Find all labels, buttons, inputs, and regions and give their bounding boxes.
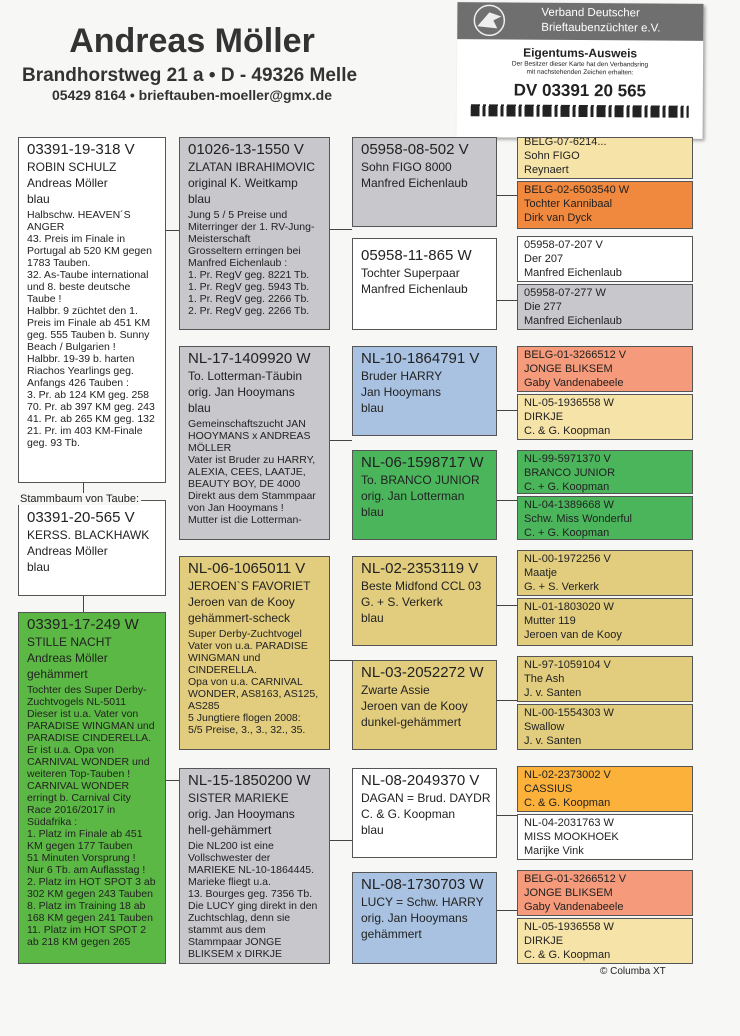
feather-color: blau bbox=[361, 611, 384, 625]
feather-color: blau bbox=[27, 560, 50, 574]
breeder: Jeroen van de Kooy bbox=[188, 595, 295, 609]
ring-number: 03391-20-565 V bbox=[27, 509, 135, 526]
ring-number: NL-03-2052272 W bbox=[361, 664, 484, 681]
ring-number: 01026-13-1550 V bbox=[188, 141, 304, 158]
notes: Gemeinschaftszucht JAN HOOYMANS x ANDREAS MÖLLER Vater ist Bruder zu HARRY, ALEXIA, CEES, LAATJE, BEAUTY BOY, DE 4000 Direkt aus dem Stammpaar von Jan Hooymans ! Mutter ist die Lotterman- bbox=[188, 418, 316, 526]
ring-number: NL-04-2031763 W bbox=[524, 817, 614, 829]
ring-number: 05958-07-277 W bbox=[524, 287, 606, 299]
great-grandparent-box bbox=[352, 556, 497, 646]
ring-number: 05958-07-207 V bbox=[524, 239, 603, 251]
breeder: G. + S. Verkerk bbox=[361, 595, 443, 609]
pigeon-name: JONGE BLIKSEM bbox=[524, 363, 613, 375]
breeder: C. & G. Koopman bbox=[524, 425, 611, 437]
gen4-box bbox=[517, 918, 693, 964]
notes: Jung 5 / 5 Preise und Miterringer der 1. RV-Jung- Meisterschaft Grosseltern erringen bei Manfred Eichenlaub : 1. Pr. RegV geg. 8221 Tb. 1. Pr. RegV geg. 5943 Tb. 1. Pr. RegV geg. 2266 Tb. 2. Pr. RegV geg. 2266 Tb. bbox=[188, 209, 315, 317]
feather-color: blau bbox=[361, 505, 384, 519]
pigeon-name: Zwarte Assie bbox=[361, 683, 430, 697]
pigeon-name: Mutter 119 bbox=[524, 615, 576, 627]
breeder: C. + G. Koopman bbox=[524, 527, 610, 539]
pigeon-name: Bruder HARRY bbox=[361, 369, 443, 383]
breeder: C. & G. Koopman bbox=[524, 797, 611, 809]
pigeon-name: Sohn FIGO bbox=[524, 150, 580, 162]
ring-number: NL-00-1554303 W bbox=[524, 707, 614, 719]
gen4-box bbox=[517, 550, 693, 596]
great-grandparent-box bbox=[352, 238, 497, 330]
breeder: Manfred Eichenlaub bbox=[524, 315, 622, 327]
breeder: Jan Hooymans bbox=[361, 385, 442, 399]
gen4-box bbox=[517, 236, 693, 282]
gen4-box bbox=[517, 346, 693, 392]
breeder: Gaby Vandenabeele bbox=[524, 377, 624, 389]
pigeon-name: JONGE BLIKSEM bbox=[524, 887, 613, 899]
gen4-box bbox=[517, 870, 693, 916]
father-box bbox=[18, 137, 166, 483]
gen4-box bbox=[517, 450, 693, 494]
breeder: orig. Jan Hooymans bbox=[188, 385, 295, 399]
pigeon-name: JEROEN`S FAVORIET bbox=[188, 579, 311, 593]
ring-number: BELG-01-3266512 V bbox=[524, 873, 627, 885]
great-grandparent-box bbox=[352, 768, 497, 858]
ring-number: NL-06-1598717 W bbox=[361, 454, 484, 471]
great-grandparent-box bbox=[352, 872, 497, 964]
breeder: J. v. Santen bbox=[524, 735, 582, 747]
copyright-footer: © Columba XT bbox=[600, 966, 666, 977]
pigeon-name: Tochter Superpaar bbox=[361, 266, 460, 280]
pedigree-label: Stammbaum von Taube: bbox=[20, 493, 140, 505]
breeder: orig. Jan Hooymans bbox=[188, 807, 295, 821]
breeder: orig. Jan Hooymans bbox=[361, 911, 468, 925]
ring-number: 03391-17-249 W bbox=[27, 616, 139, 633]
pigeon-name: CASSIUS bbox=[524, 783, 573, 795]
ring-number: NL-01-1803020 W bbox=[524, 601, 614, 613]
card-title: Eigentums-Ausweis bbox=[523, 45, 638, 61]
pigeon-name: LUCY = Schw. HARRY bbox=[361, 895, 484, 909]
breeder: Jeroen van de Kooy bbox=[361, 699, 468, 713]
ring-number: NL-17-1409920 W bbox=[188, 350, 311, 367]
feather-color: blau bbox=[188, 192, 211, 206]
breeder-contact: 05429 8164 • brieftauben-moeller@gmx.de bbox=[52, 87, 332, 103]
breeder: Andreas Möller bbox=[27, 176, 108, 190]
great-grandparent-box bbox=[352, 346, 497, 436]
ring-number: NL-04-1389668 W bbox=[524, 499, 614, 511]
card-subtitle: Der Besitzer dieser Karte hat den Verbandsring mit nachstehenden Zeichen erhalten: bbox=[511, 60, 649, 77]
feather-color: blau bbox=[27, 192, 50, 206]
gen4-box bbox=[517, 704, 693, 750]
gen4-box bbox=[517, 656, 693, 702]
breeder: Manfred Eichenlaub bbox=[361, 282, 468, 296]
gen4-box bbox=[517, 598, 693, 646]
pigeon-name: BRANCO JUNIOR bbox=[524, 467, 616, 479]
gen4-box bbox=[517, 496, 693, 540]
feather-color: gehämmert-scheck bbox=[188, 611, 291, 625]
breeder: J. v. Santen bbox=[524, 687, 582, 699]
great-grandparent-box bbox=[352, 137, 497, 227]
feather-color: gehämmert bbox=[27, 667, 88, 681]
grandparent-box bbox=[179, 768, 330, 964]
great-grandparent-box bbox=[352, 450, 497, 540]
notes: Halbschw. HEAVEN´S ANGER 43. Preis im Finale in Portugal ab 520 KM gegen 1783 Tauben. 32. As-Taube international und 8. beste deutsche Taube ! Halbbr. 9 züchtet den 1. Preis im Finale ab 451 KM geg. 555 Tauben b. Sunny Beach / Bulgarien ! Halbbr. 19-39 b. harten Riachos Yearlings geg. Anfangs 426 Tauben : 3. Pr. ab 124 KM geg. 258 70. Pr. ab 397 KM geg. 243 41. Pr. ab 265 KM geg. 132 21. Pr. im 403 KM-Finale geg. 93 Tb. bbox=[27, 209, 155, 449]
pigeon-name: SISTER MARIEKE bbox=[188, 791, 289, 805]
pigeon-name: To. BRANCO JUNIOR bbox=[361, 473, 480, 487]
pigeon-name: Die 277 bbox=[524, 301, 562, 313]
pigeon-name: Schw. Miss Wonderful bbox=[524, 513, 633, 525]
pigeon-name: STILLE NACHT bbox=[27, 635, 112, 649]
breeder: Reynaert bbox=[524, 164, 569, 176]
notes: Tochter des Super Derby- Zuchtvogels NL-5011 Dieser ist u.a. Vater von PARADISE WINGMAN und PARADISE CINDERELLA. Er ist u.a. Opa von CARNIVAL WONDER und weiteren Top-Tauben ! CARNIVAL WONDER erringt b. Carnival City Race 2016/2017 in Südafrika : 1. Platz im Finale ab 451 KM gegen 177 Tauben 51 Minuten Vorsprung ! Nur 6 Tb. am Auflasstag ! 2. Platz im HOT SPOT 3 ab 302 KM gegen 243 Tauben 8. Platz im Training 18 ab 168 KM gegen 241 Tauben 11. Platz im HOT SPOT 2 ab 218 KM gegen 265 bbox=[27, 684, 156, 948]
ring-number: BELG-01-3266512 V bbox=[524, 349, 627, 361]
ring-number: NL-06-1065011 V bbox=[188, 560, 306, 577]
great-grandparent-box bbox=[352, 660, 497, 750]
grandparent-box bbox=[179, 137, 330, 330]
feather-color: blau bbox=[188, 401, 211, 415]
ring-number: NL-99-5971370 V bbox=[524, 453, 611, 465]
card-ring-number: DV 03391 20 565 bbox=[513, 80, 647, 101]
feather-color: hell-gehämmert bbox=[188, 823, 272, 837]
breeder: Manfred Eichenlaub bbox=[524, 267, 622, 279]
pigeon-name: Sohn FIGO 8000 bbox=[361, 160, 452, 174]
pigeon-name: ROBIN SCHULZ bbox=[27, 160, 117, 174]
card-header bbox=[457, 2, 703, 41]
breeder: Dirk van Dyck bbox=[524, 212, 592, 224]
ownership-card bbox=[457, 2, 704, 139]
gen4-box bbox=[517, 394, 693, 440]
breeder: C. & G. Koopman bbox=[524, 949, 611, 961]
breeder: Gaby Vandenabeele bbox=[524, 901, 624, 913]
ring-number: NL-05-1936558 W bbox=[524, 921, 614, 933]
breeder-address: Brandhorstweg 21 a • D - 49326 Melle bbox=[22, 65, 358, 86]
pigeon-name: MISS MOOKHOEK bbox=[524, 831, 619, 843]
pigeon-name: Swallow bbox=[524, 721, 565, 733]
pigeon-name: To. Lotterman-Täubin bbox=[188, 369, 303, 383]
notes: Die NL200 ist eine Vollschwester der MARIEKE NL-10-1864445. Marieke fliegt u.a. 13. Bourges geg. 7356 Tb. Die LUCY ging direkt in den Zuchtschlag, denn sie stammt aus dem Stammpaar JONGE BLIKSEM x DIRKJE bbox=[188, 840, 318, 960]
pigeon-logo-icon bbox=[457, 2, 527, 39]
gen4-box bbox=[517, 814, 693, 860]
breeder-name: Andreas Möller bbox=[69, 22, 315, 60]
subject-box bbox=[18, 500, 166, 596]
breeder: Andreas Möller bbox=[27, 651, 108, 665]
breeder: G. + S. Verkerk bbox=[524, 581, 599, 593]
gen4-box bbox=[517, 137, 693, 179]
pigeon-name: Beste Midfond CCL 03 bbox=[361, 579, 482, 593]
breeder: C. + G. Koopman bbox=[524, 481, 610, 493]
feather-color: blau bbox=[361, 823, 384, 837]
feather-color: blau bbox=[361, 401, 384, 415]
ring-number: NL-10-1864791 V bbox=[361, 350, 480, 367]
pigeon-name: Der 207 bbox=[524, 253, 564, 265]
ring-number: NL-00-1972256 V bbox=[524, 553, 611, 565]
ring-number: NL-97-1059104 V bbox=[524, 659, 611, 671]
grandparent-box bbox=[179, 346, 330, 540]
pigeon-name: KERSS. BLACKHAWK bbox=[27, 528, 150, 542]
gen4-box bbox=[517, 181, 693, 229]
feather-color: dunkel-gehämmert bbox=[361, 715, 462, 729]
ring-number: BELG-07-6214... bbox=[524, 137, 607, 148]
ring-band-pattern bbox=[471, 104, 689, 118]
feather-color: gehämmert bbox=[361, 927, 422, 941]
ring-number: NL-08-1730703 W bbox=[361, 876, 484, 893]
card-association: Verband Deutscher Brieftaubenzüchter e.V. bbox=[541, 6, 661, 35]
breeder: orig. Jan Lotterman bbox=[361, 489, 465, 503]
pigeon-name: Maatje bbox=[524, 567, 558, 579]
pigeon-name: DIRKJE bbox=[524, 935, 564, 947]
gen4-box bbox=[517, 766, 693, 812]
ring-number: BELG-02-6503540 W bbox=[524, 184, 630, 196]
pigeon-name: ZLATAN IBRAHIMOVIC bbox=[188, 160, 315, 174]
ring-number: NL-15-1850200 W bbox=[188, 772, 311, 789]
breeder: Jeroen van de Kooy bbox=[524, 629, 622, 641]
ring-number: 03391-19-318 V bbox=[27, 141, 135, 158]
breeder: C. & G. Koopman bbox=[361, 807, 456, 821]
grandparent-box bbox=[179, 556, 330, 750]
mother-box bbox=[18, 612, 166, 964]
ring-number: 05958-08-502 V bbox=[361, 141, 469, 158]
ring-number: NL-08-2049370 V bbox=[361, 772, 480, 789]
notes: Super Derby-Zuchtvogel Vater von u.a. PARADISE WINGMAN und CINDERELLA. Opa von u.a. CARNIVAL WONDER, AS8163, AS125, AS285 5 Jungtiere flogen 2008: 5/5 Preise, 3., 3., 32., 35. bbox=[188, 628, 319, 736]
pigeon-name: The Ash bbox=[524, 673, 565, 685]
gen4-box bbox=[517, 284, 693, 330]
pigeon-name: DIRKJE bbox=[524, 411, 564, 423]
ring-number: NL-02-2353119 V bbox=[361, 560, 479, 577]
ring-number: NL-05-1936558 W bbox=[524, 397, 614, 409]
pigeon-name: Tochter Kannibaal bbox=[524, 198, 613, 210]
breeder: original K. Weitkamp bbox=[188, 176, 298, 190]
ring-number: 05958-11-865 W bbox=[361, 247, 472, 264]
ring-number: NL-02-2373002 V bbox=[524, 769, 611, 781]
breeder: Marijke Vink bbox=[524, 845, 584, 857]
breeder: Manfred Eichenlaub bbox=[361, 176, 468, 190]
pigeon-name: DAGAN = Brud. DAYDR bbox=[361, 791, 491, 805]
breeder: Andreas Möller bbox=[27, 544, 108, 558]
